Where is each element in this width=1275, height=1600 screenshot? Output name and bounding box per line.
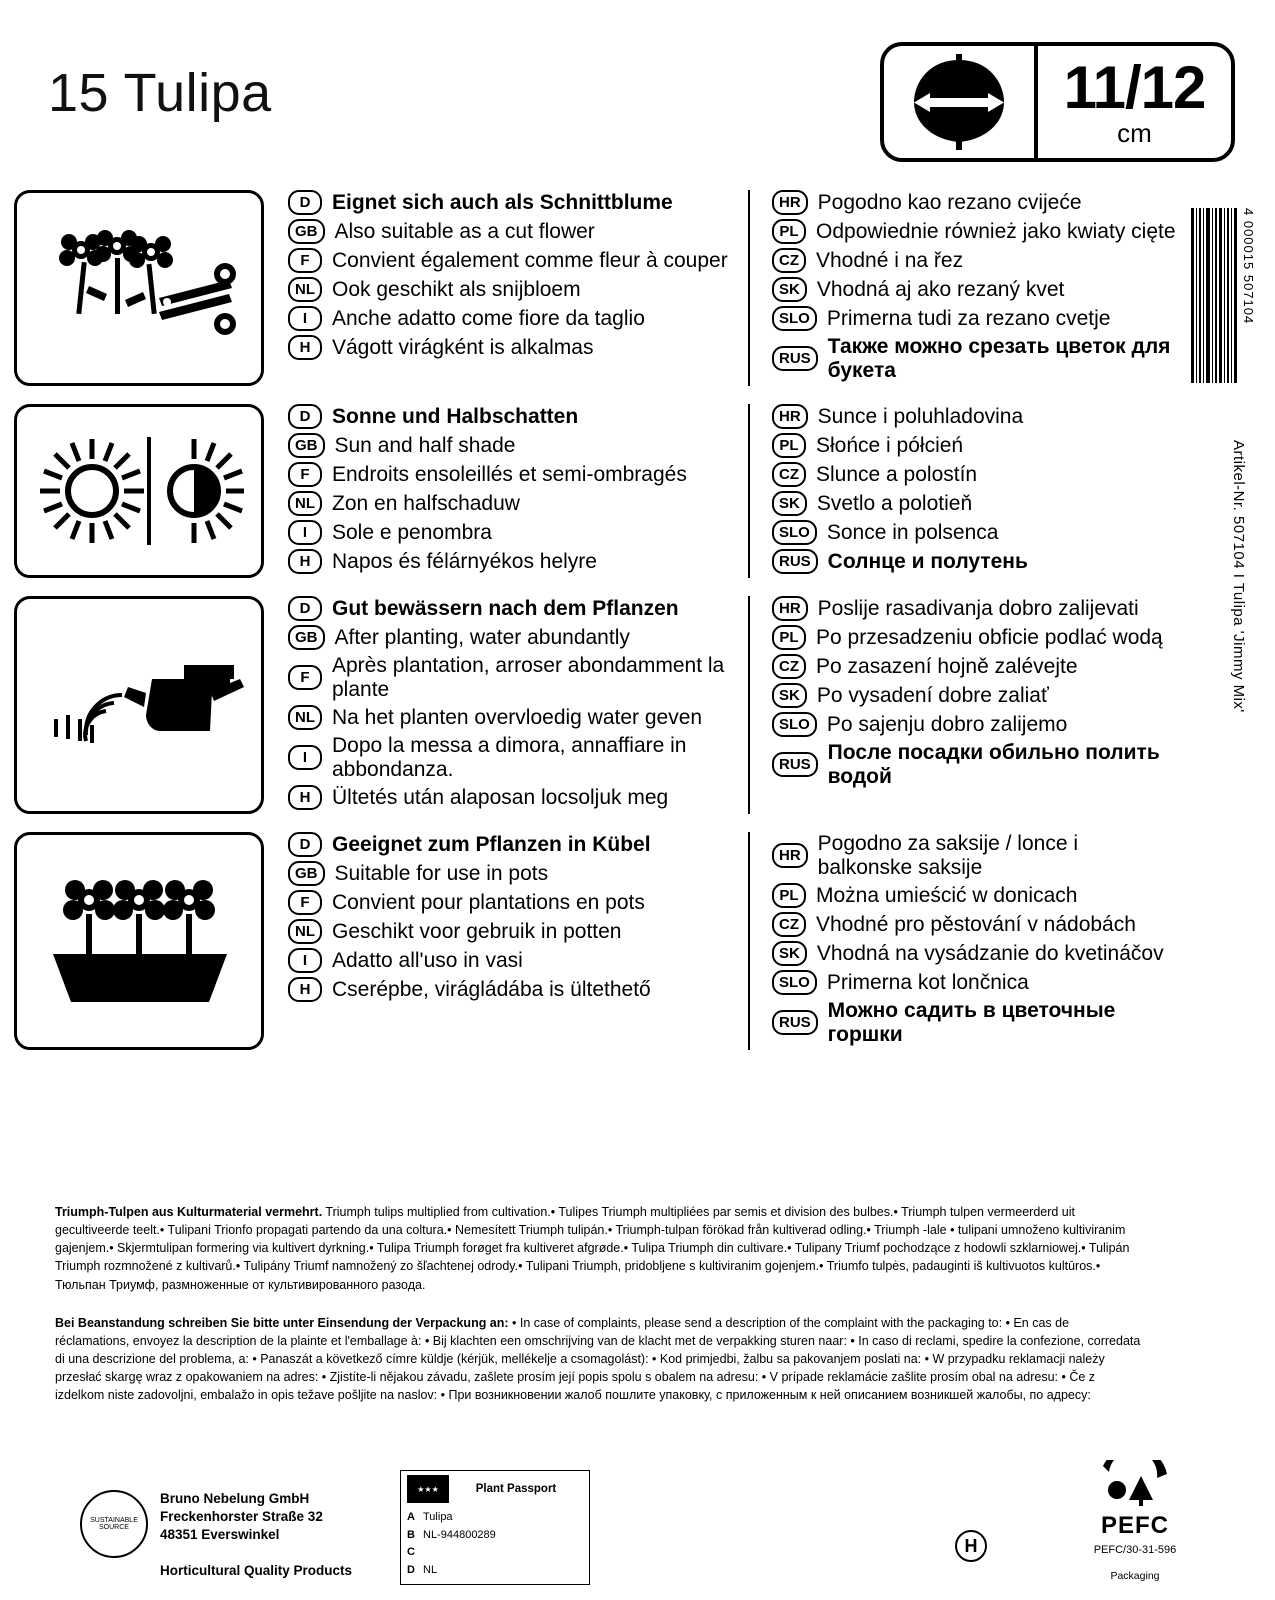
lang-text: Vágott virágként is alkalmas	[332, 335, 594, 359]
feature-0-languages-right	[748, 190, 1178, 386]
lang-text: Słońce i półcień	[816, 433, 964, 457]
lang-code: SK	[772, 491, 807, 516]
lang-code: SK	[772, 277, 807, 302]
lang-code: NL	[288, 491, 322, 516]
lang-text: Après plantation, arroser abondamment la plante	[332, 654, 725, 701]
lang-code: I	[288, 948, 322, 973]
lang-code: NL	[288, 919, 322, 944]
feature-2-languages-right	[748, 596, 1178, 814]
lang-text: Convient pour plantations en pots	[332, 890, 645, 914]
footer	[0, 1430, 1275, 1600]
lang-code: HR	[772, 596, 808, 621]
lang-text: Convient également comme fleur à couper	[332, 248, 728, 272]
lang-text: Vhodná na vysádzanie do kvetináčov	[816, 941, 1164, 965]
pefc-logo	[1065, 1460, 1205, 1582]
lang-code: F	[288, 665, 322, 690]
lang-text: Suitable for use in pots	[334, 861, 549, 885]
lang-code: PL	[772, 219, 806, 244]
lang-code: H	[288, 549, 322, 574]
lang-code: D	[288, 404, 322, 429]
passport-value: NL	[423, 1563, 438, 1576]
lang-code: NL	[288, 277, 322, 302]
passport-value: Tulipa	[423, 1511, 453, 1523]
company-tagline: Horticultural Quality Products	[160, 1562, 353, 1578]
cut-flower-icon	[14, 190, 264, 386]
lang-text: Primerna kot lončnica	[826, 970, 1029, 994]
lang-code: D	[288, 832, 322, 857]
lang-text: Vhodné pro pěstování v nádobách	[816, 912, 1136, 936]
passport-row	[407, 1562, 583, 1580]
feature-rows	[0, 190, 1180, 1068]
lang-text: Anche adatto come fiore da taglio	[332, 306, 645, 330]
lang-text: Odpowiednie również jako kwiaty cięte	[816, 219, 1176, 243]
pefc-name: PEFC	[1100, 1512, 1169, 1539]
lang-text: Geeignet zum Pflanzen in Kübel	[332, 832, 651, 856]
lang-code: GB	[288, 625, 325, 650]
lang-text: Sonce in polsenca	[826, 520, 999, 544]
feature-2-languages-left	[288, 596, 748, 814]
lang-text: Vhodné i na řez	[816, 248, 964, 272]
h-mark-icon: H	[955, 1530, 987, 1562]
lang-code: HR	[772, 404, 808, 429]
pefc-packaging-label: Packaging	[1110, 1570, 1160, 1582]
watering-can-icon	[14, 596, 264, 814]
feature-1-languages-right	[748, 404, 1178, 578]
passport-row	[407, 1527, 583, 1545]
lang-text: Солнце и полутень	[827, 549, 1028, 573]
lang-text: Cserépbe, virágládába is ültethető	[332, 977, 651, 1001]
lang-code: SLO	[772, 712, 817, 737]
passport-key: D	[407, 1563, 415, 1576]
feature-row-cut-flower	[0, 190, 1180, 386]
barcode	[1191, 208, 1256, 383]
lang-code: H	[288, 977, 322, 1002]
lang-code: I	[288, 745, 322, 770]
lang-code: SK	[772, 941, 807, 966]
lang-code: RUS	[772, 346, 818, 371]
lang-code: GB	[288, 861, 325, 886]
eu-flag-icon: ★★★	[407, 1475, 449, 1503]
lang-code: PL	[772, 433, 806, 458]
page-title: 15 Tulipa	[48, 63, 272, 123]
passport-row	[407, 1544, 583, 1562]
lang-code: D	[288, 190, 322, 215]
lang-text: Po sajenju dobro zalijemo	[826, 712, 1068, 736]
company-name: Bruno Nebelung GmbH	[160, 1491, 310, 1506]
lang-text: Adatto all'uso in vasi	[332, 948, 523, 972]
lang-code: CZ	[772, 462, 806, 487]
lang-code: GB	[288, 433, 325, 458]
plant-passport-title: Plant Passport	[475, 1483, 557, 1495]
lang-text: Svetlo a polotieň	[816, 491, 973, 515]
feature-0-languages-left	[288, 190, 748, 386]
barcode-bars	[1191, 208, 1239, 383]
lang-code: GB	[288, 219, 325, 244]
passport-value: NL-944800289	[423, 1528, 496, 1541]
lang-code: I	[288, 520, 322, 545]
lang-code: SK	[772, 683, 807, 708]
barcode-number: 4 000015 507104	[1241, 208, 1256, 325]
pefc-tree-icon	[1095, 1460, 1175, 1510]
lang-text: Po zasazení hojně zalévejte	[816, 654, 1078, 678]
lang-code: RUS	[772, 549, 818, 574]
lang-text: After planting, water abundantly	[334, 625, 630, 649]
small-print	[55, 1203, 1145, 1424]
lang-code: CZ	[772, 912, 806, 937]
bulb-size-value: 11/12	[1063, 54, 1206, 121]
sun-half-shade-icon	[14, 404, 264, 578]
lang-code: F	[288, 462, 322, 487]
lang-text: Pogodno za saksije / lonce i balkonske saksije	[817, 832, 1078, 879]
cultivation-note-bold: Triumph-Tulpen aus Kulturmaterial vermehrt.	[55, 1205, 323, 1219]
lang-code: H	[288, 785, 322, 810]
lang-text: Также можно срезать цветок для букета	[827, 335, 1171, 382]
pefc-code: PEFC/30-31-596	[1093, 1544, 1177, 1556]
lang-code: CZ	[772, 654, 806, 679]
lang-code: NL	[288, 705, 322, 730]
lang-text: Vhodná aj ako rezaný kvet	[816, 277, 1065, 301]
article-number: Artikel-Nr. 507104 I Tulipa 'Jimmy Mix'	[1230, 440, 1247, 713]
passport-key: A	[407, 1511, 415, 1523]
lang-text: Sole e penombra	[332, 520, 492, 544]
lang-code: SLO	[772, 306, 817, 331]
sustainable-sourcing-icon	[80, 1490, 148, 1558]
lang-code: RUS	[772, 752, 818, 777]
lang-code: F	[288, 248, 322, 273]
passport-key: C	[407, 1546, 415, 1559]
lang-code: F	[288, 890, 322, 915]
feature-row-watering	[0, 596, 1180, 814]
lang-text: Sun and half shade	[334, 433, 516, 457]
lang-code: SLO	[772, 970, 817, 995]
lang-text: Poslije rasadivanja dobro zalijevati	[817, 596, 1139, 620]
lang-text: Primerna tudi za rezano cvetje	[826, 306, 1111, 330]
lang-code: H	[288, 335, 322, 360]
lang-code: D	[288, 596, 322, 621]
feature-3-languages-right	[748, 832, 1178, 1050]
lang-text: После посадки обильно полить водой	[827, 741, 1160, 788]
lang-code: CZ	[772, 248, 806, 273]
passport-key: B	[407, 1528, 415, 1541]
complaints-note-bold: Bei Beanstandung schreiben Sie bitte unter Einsendung der Verpackung an:	[55, 1315, 509, 1330]
lang-code: HR	[772, 843, 808, 868]
lang-text: Eignet sich auch als Schnittblume	[332, 190, 673, 214]
lang-code: RUS	[772, 1010, 818, 1035]
feature-1-languages-left	[288, 404, 748, 578]
passport-row	[407, 1509, 583, 1527]
bulb-size-badge	[880, 42, 1235, 162]
lang-text: Endroits ensoleillés et semi-ombragés	[332, 462, 687, 486]
company-address	[160, 1490, 352, 1580]
lang-text: Pogodno kao rezano cvijeće	[817, 190, 1082, 214]
lang-text: Можно садить в цветочные горшки	[827, 999, 1116, 1046]
sustainable-sourcing-label: SUSTAINABLE SOURCE	[90, 1516, 138, 1531]
lang-text: Sunce i poluhladovina	[817, 404, 1024, 428]
lang-code: I	[288, 306, 322, 331]
feature-row-sun-half-shade	[0, 404, 1180, 578]
cultivation-note	[55, 1203, 1145, 1294]
bulb-size-icon	[884, 54, 1034, 150]
lang-text: Slunce a polostín	[816, 462, 978, 486]
lang-text: Sonne und Halbschatten	[332, 404, 579, 428]
cultivation-note-rest: Triumph tulips multiplied from cultivation.• Tulipes Triumph multipliées par semis et division des bulbes.• Triumph tulpen vermeerderd uit gecultiveerde teelt.• Tulipani Trionfo propagati partendo da una coltura.• Nemesített Triumph tulipán.• Triumph-tulpan förökad från kultiverad odling.• Triumph -lale • tulipani umnoženo kultiviranim gajenjem.• Skjermtulipan formering via kultivert dyrkning.• Tulipa Triumph forøget fra kultiveret afgrøde.• Tulipa Triumph din cultivare.• Tulipany Triumf pochodzące z hodowli szklarniowej.• Tulipán Triumph rozmnožené z kultivarů.• Tulipány Triumf namnožený zo šľachtenej odrody.• Tulipani Triumph, pridobljene s kultiviranim gojenjem.• Triumfo tulpės, padauginti iš kultivuotos kultūros.• Тюльпан Триумф, размноженные от культивированного разода.	[55, 1205, 1130, 1292]
feature-row-pots	[0, 832, 1180, 1050]
lang-text: Ook geschikt als snijbloem	[332, 277, 581, 301]
lang-text: Po vysadení dobre zaliať	[816, 683, 1049, 707]
planter-pot-icon	[14, 832, 264, 1050]
header	[0, 0, 1275, 175]
company-street: Freckenhorster Straße 32	[160, 1509, 323, 1525]
lang-text: Napos és félárnyékos helyre	[332, 549, 597, 573]
lang-text: Po przesadzeniu obficie podlać wodą	[816, 625, 1163, 649]
lang-code: PL	[772, 625, 806, 650]
lang-text: Na het planten overvloedig water geven	[332, 705, 703, 729]
lang-code: PL	[772, 883, 806, 908]
lang-text: Ültetés után alaposan locsoljuk meg	[332, 785, 669, 809]
complaints-note	[55, 1314, 1145, 1405]
lang-text: Gut bewässern nach dem Pflanzen	[332, 596, 679, 620]
company-city: 48351 Everswinkel	[160, 1527, 280, 1543]
lang-text: Można umieścić w donicach	[816, 883, 1078, 907]
lang-text: Geschikt voor gebruik in potten	[332, 919, 622, 943]
bulb-size-unit: cm	[1117, 118, 1152, 148]
lang-text: Dopo la messa a dimora, annaffiare in abbondanza.	[332, 734, 687, 781]
lang-text: Zon en halfschaduw	[332, 491, 520, 515]
lang-text: Also suitable as a cut flower	[334, 219, 595, 243]
feature-3-languages-left	[288, 832, 748, 1050]
lang-code: HR	[772, 190, 808, 215]
complaints-note-rest: • In case of complaints, please send a description of the complaint with the packaging to: • En cas de réclamations, envoyez la description de la plainte et l'emballage à: • Bij klachten een omschrijving van de klacht met de verpakking sturen naar: • In caso di reclami, spedire la confezione, corredata di una descrizione del problema, a: • Panaszát a következő címre küldje (kérjük, mellékelje a csomagolást): • Kod primjedbi, žalbu sa pakovanjem poslati na: • W przypadku reklamacji należy przesłać skargę wraz z opakowaniem na adres: • Zjistíte-li nějakou závadu, zašlete prosím její popis spolu s obalem na adresu: • V prípade reklamácie zašlite prosím obal na adresu: • Če z izdelkom niste zadovoljni, embalažo in opis težave pošljite na naslov: • При возникновении жалоб пошлите упаковку, с приложенным к ней описанием возникшей жалобы, по адресу:	[55, 1315, 1141, 1403]
lang-code: SLO	[772, 520, 817, 545]
plant-passport	[400, 1470, 590, 1585]
